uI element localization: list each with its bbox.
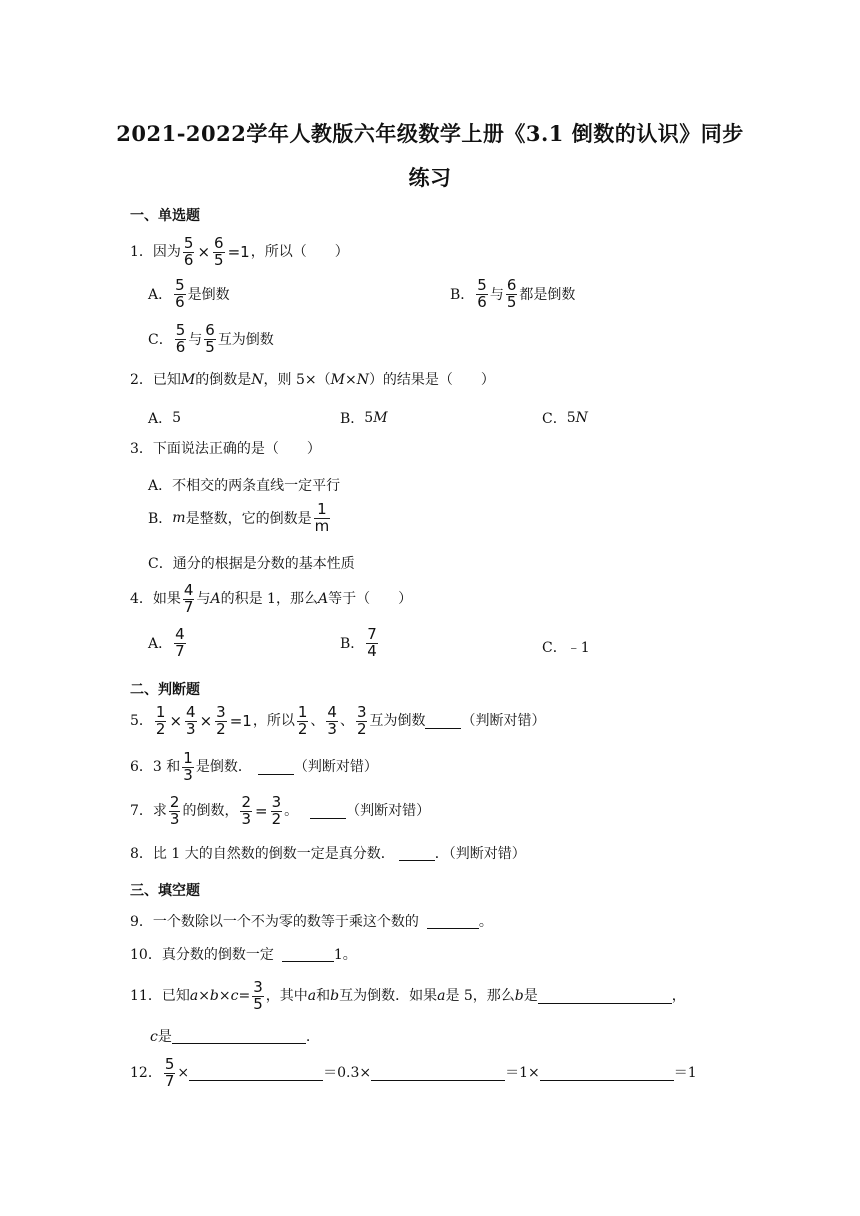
answer-blank[interactable] — [282, 947, 334, 962]
fraction: $\frac{4}{3}$ — [327, 703, 337, 738]
question-text: （判断对错） — [461, 713, 546, 730]
question-text: 真分数的倒数一定 — [161, 946, 274, 963]
question-text: ，则 5×（ — [263, 372, 331, 388]
fraction: $\frac{5}{6}$ — [175, 321, 186, 356]
option-label: B． — [148, 511, 173, 528]
fraction: $\frac{6}{5}$ — [506, 276, 517, 311]
question-number: 12． — [130, 1065, 162, 1082]
option-text: 5 — [364, 410, 374, 426]
question-9 — [130, 914, 493, 929]
answer-blank[interactable] — [425, 714, 461, 729]
question-number: 6． — [130, 759, 153, 776]
question-8 — [130, 846, 526, 861]
times-sign: × — [197, 242, 211, 261]
variable-n: N — [356, 372, 369, 388]
times-sign: × — [198, 988, 210, 1005]
document-title-line1: 2021-2022学年人教版六年级数学上册《3.1 倒数的认识》同步 — [116, 121, 744, 146]
option-label: A． — [148, 478, 173, 494]
variable-a: a — [307, 988, 317, 1005]
question-text: 是倒数． — [195, 759, 252, 776]
question-text: 求 — [152, 803, 167, 820]
question-5 — [130, 705, 545, 738]
question-text: ＝0.3× — [323, 1065, 372, 1082]
separator: 、 — [339, 713, 354, 730]
question-text: ）的结果是（ ） — [368, 372, 495, 388]
fraction: $\frac{6}{5}$ — [214, 234, 224, 269]
answer-blank[interactable] — [310, 804, 346, 819]
question-number: 9． — [130, 913, 153, 930]
q4-option-b[interactable] — [340, 627, 380, 660]
option-label: A． — [148, 411, 173, 427]
fraction: $\frac{2}{3}$ — [241, 793, 252, 828]
question-text: 等于（ ） — [328, 591, 413, 608]
question-text: 的积是 1，那么 — [220, 591, 318, 608]
option-text: 与 — [489, 287, 504, 304]
q1-option-c[interactable] — [148, 323, 274, 356]
question-number: 10． — [130, 946, 162, 963]
question-text: ，所以（ ） — [250, 244, 349, 261]
question-3 — [130, 442, 321, 456]
question-text: 已知 — [152, 372, 181, 388]
fraction: $\frac{4}{7}$ — [175, 625, 185, 660]
question-text: 比 1 大的自然数的倒数一定是真分数． — [152, 845, 395, 862]
fraction: $\frac{2}{3}$ — [169, 793, 180, 828]
q1-option-b[interactable] — [450, 278, 575, 311]
variable-a: A — [317, 591, 329, 608]
question-text: 。 — [478, 913, 493, 930]
option-label: C． — [148, 332, 173, 349]
times-sign: × — [177, 1065, 190, 1082]
question-1 — [130, 236, 349, 269]
question-text: 一个数除以一个不为零的数等于乘这个数的 — [152, 913, 419, 930]
question-text: ， — [671, 988, 686, 1005]
option-label: B． — [340, 411, 365, 427]
q2-option-a[interactable] — [148, 408, 181, 428]
question-text: 如果 — [152, 591, 181, 608]
variable-m: M — [180, 372, 196, 388]
option-text: 与 — [188, 332, 203, 349]
equals-one: =1 — [229, 711, 252, 730]
answer-blank[interactable] — [399, 846, 435, 861]
variable-a: a — [437, 988, 446, 1005]
question-2 — [130, 373, 495, 387]
times-sign: × — [218, 988, 231, 1005]
variable-m: m — [172, 510, 186, 527]
question-4 — [130, 583, 412, 616]
question-number: 8． — [130, 845, 153, 862]
fraction: $\frac{1}{3}$ — [183, 749, 193, 784]
question-text: ．（判断对错） — [434, 845, 526, 862]
question-text: 与 — [196, 591, 211, 608]
question-text: 是 — [523, 988, 538, 1005]
question-text: 1。 — [333, 946, 357, 963]
question-7 — [130, 795, 430, 828]
answer-blank-3[interactable] — [540, 1066, 674, 1081]
variable-n: N — [251, 372, 264, 388]
variable-c: c — [150, 1028, 158, 1045]
option-text: 5 — [172, 410, 182, 426]
section-true-false: 二、判断题 — [130, 682, 200, 698]
variable-a: a — [189, 988, 199, 1005]
answer-blank-1[interactable] — [189, 1066, 323, 1081]
question-text: 和 — [316, 988, 331, 1005]
question-number: 2． — [130, 372, 153, 388]
variable-n: N — [575, 410, 588, 426]
fraction: $\frac{4}{3}$ — [186, 703, 196, 738]
question-number: 11． — [130, 988, 162, 1005]
q2-option-c[interactable] — [542, 408, 588, 428]
variable-b: b — [209, 988, 219, 1005]
option-text: 5 — [566, 410, 576, 426]
option-label: C． — [148, 556, 173, 572]
equals-sign: = — [238, 988, 251, 1005]
variable-a: A — [210, 591, 221, 608]
fraction: $\frac{5}{6}$ — [477, 276, 487, 311]
question-text: 是 5，那么 — [445, 988, 515, 1005]
separator: 、 — [310, 713, 325, 730]
fraction: $\frac{7}{4}$ — [367, 625, 377, 660]
answer-blank-c[interactable] — [172, 1029, 306, 1044]
fraction: $\frac{1}{2}$ — [155, 703, 166, 738]
answer-blank[interactable] — [258, 760, 294, 775]
q3-option-c[interactable] — [148, 553, 355, 573]
times-sign: × — [344, 372, 357, 388]
section-fill-blank: 三、填空题 — [130, 883, 200, 899]
question-text: ＝1 — [673, 1065, 697, 1082]
question-text: （判断对错） — [346, 803, 431, 820]
question-11 — [130, 980, 686, 1013]
option-text: 不相交的两条直线一定平行 — [172, 478, 341, 494]
option-label: C． — [542, 640, 567, 656]
question-text: 的倒数是 — [195, 372, 252, 388]
fraction: $\frac{5}{6}$ — [183, 234, 194, 269]
variable-m: M — [373, 410, 388, 426]
times-sign: × — [169, 711, 183, 730]
equals-one: =1 — [227, 242, 250, 261]
q3-option-a[interactable] — [148, 475, 340, 495]
option-text: 是整数，它的倒数是 — [185, 511, 312, 528]
question-6 — [130, 751, 378, 784]
answer-blank-2[interactable] — [371, 1066, 505, 1081]
question-number: 7． — [130, 803, 153, 820]
question-text: 已知 — [161, 988, 190, 1005]
question-text: 。 — [284, 803, 299, 820]
question-text: 下面说法正确的是（ ） — [152, 441, 321, 457]
question-text: 是 — [157, 1028, 172, 1045]
option-label: A． — [148, 287, 173, 304]
question-text: ，其中 — [265, 988, 308, 1005]
question-12 — [130, 1057, 697, 1090]
q4-option-a[interactable] — [148, 627, 188, 660]
question-number: 3． — [130, 441, 153, 457]
fraction: $\frac{3}{2}$ — [216, 703, 226, 738]
question-text: （判断对错） — [293, 759, 378, 776]
question-11-cont — [150, 1029, 310, 1044]
question-text: 因为 — [152, 244, 181, 261]
fraction: $\frac{1}{m}$ — [314, 500, 330, 535]
fraction: $\frac{5}{7}$ — [164, 1055, 175, 1090]
q2-option-b[interactable] — [340, 408, 388, 428]
option-text: ﹣1 — [566, 640, 590, 656]
document-title-line2: 练习 — [408, 165, 452, 190]
option-label: B． — [450, 287, 475, 304]
question-10 — [130, 947, 357, 962]
fraction: $\frac{1}{2}$ — [297, 703, 308, 738]
question-number: 5． — [130, 713, 153, 730]
question-text: 互为倒数 — [369, 713, 426, 730]
variable-c: c — [230, 988, 239, 1005]
option-text: 是倒数 — [187, 287, 230, 304]
question-number: 4． — [130, 591, 153, 608]
question-text: ＝1× — [505, 1065, 540, 1082]
option-text: 都是倒数 — [519, 287, 576, 304]
fraction: $\frac{3}{5}$ — [253, 978, 263, 1013]
section-single-choice: 一、单选题 — [130, 208, 200, 224]
times-sign: × — [199, 711, 213, 730]
question-number: 1． — [130, 244, 153, 261]
fraction: $\frac{4}{7}$ — [183, 581, 194, 616]
fraction: $\frac{3}{2}$ — [271, 793, 282, 828]
option-text: 互为倒数 — [217, 332, 274, 349]
q1-option-a[interactable] — [148, 278, 230, 311]
fraction: $\frac{3}{2}$ — [356, 703, 367, 738]
question-text: 3 和 — [152, 759, 181, 776]
answer-blank[interactable] — [427, 914, 479, 929]
fraction: $\frac{5}{6}$ — [175, 276, 185, 311]
equals-sign: = — [255, 801, 268, 820]
question-text: 互为倒数．如果 — [339, 988, 438, 1005]
variable-b: b — [330, 988, 340, 1005]
question-text: 的倒数， — [182, 803, 239, 820]
option-label: C． — [542, 411, 567, 427]
question-text: . — [305, 1028, 311, 1045]
variable-m: M — [330, 372, 345, 388]
option-label: B． — [340, 636, 365, 653]
question-text: ，所以 — [252, 713, 295, 730]
option-text: 通分的根据是分数的基本性质 — [172, 556, 355, 572]
option-label: A． — [148, 636, 173, 653]
answer-blank-b[interactable] — [538, 989, 672, 1004]
q4-option-c[interactable] — [542, 637, 590, 657]
variable-b: b — [514, 988, 524, 1005]
fraction: $\frac{6}{5}$ — [205, 321, 215, 356]
q3-option-b[interactable] — [148, 502, 332, 535]
